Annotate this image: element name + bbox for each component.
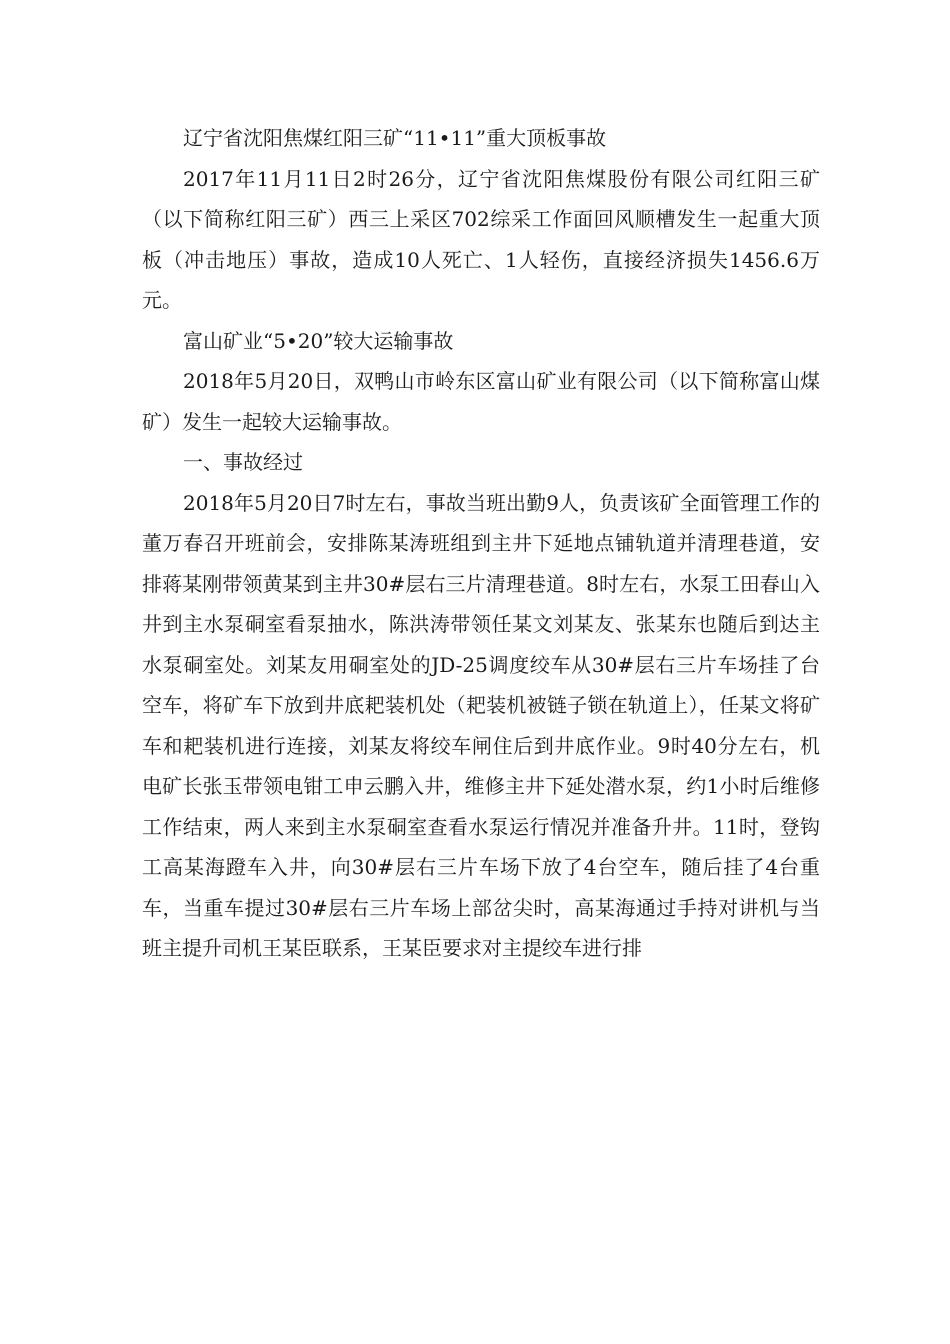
section-heading-accident-process: 一、事故经过 [183, 450, 303, 474]
section-title-fushan-accident: 富山矿业“5•20”较大运输事故 [183, 328, 454, 353]
section-title-hongyang-accident: 辽宁省沈阳焦煤红阳三矿“11•11”重大顶板事故 [183, 126, 607, 150]
document-body [142, 118, 820, 969]
paragraph-hongyang-summary: 2017年11月11日2时26分，辽宁省沈阳焦煤股份有限公司红阳三矿（以下简称红阳三矿）西三上采区702综采工作面回风顺槽发生一起重大顶板（冲击地压）事故，造成10人死亡、1人轻伤，直接经济损失1456.6万元。 [142, 166, 820, 312]
paragraph-accident-process: 2018年5月20日7时左右，事故当班出勤9人，负责该矿全面管理工作的董万春召开班前会，安排陈某涛班组到主井下延地点铺轨道并清理巷道，安排蒋某刚带领黄某到主井30#层右三片清理巷道。8时左右，水泵工田春山入井到主水泵硐室看泵抽水，陈洪涛带领任某文刘某友、张某东也随后到达主水泵硐室处。刘某友用硐室处的JD-25调度绞车从30#层右三片车场挂了台空车，将矿车下放到井底耙装机处（耙装机被链子锁在轨道上），任某文将矿车和耙装机进行连接，刘某友将绞车闸住后到井底作业。9时40分左右，机电矿长张玉带领电钳工申云鹏入井，维修主井下延处潜水泵，约1小时后维修工作结束，两人来到主水泵硐室查看水泵运行情况并准备升井。11时，登钩工高某海蹬车入井，向30#层右三片车场下放了4台空车，随后挂了4台重车，当重车提过30#层右三片车场上部岔尖时，高某海通过手持对讲机与当班主提升司机王某臣联系，王某臣要求对主提绞车进行排 [142, 490, 820, 960]
paragraph-fushan-summary: 2018年5月20日，双鸭山市岭东区富山矿业有限公司（以下简称富山煤矿）发生一起较大运输事故。 [142, 369, 820, 434]
